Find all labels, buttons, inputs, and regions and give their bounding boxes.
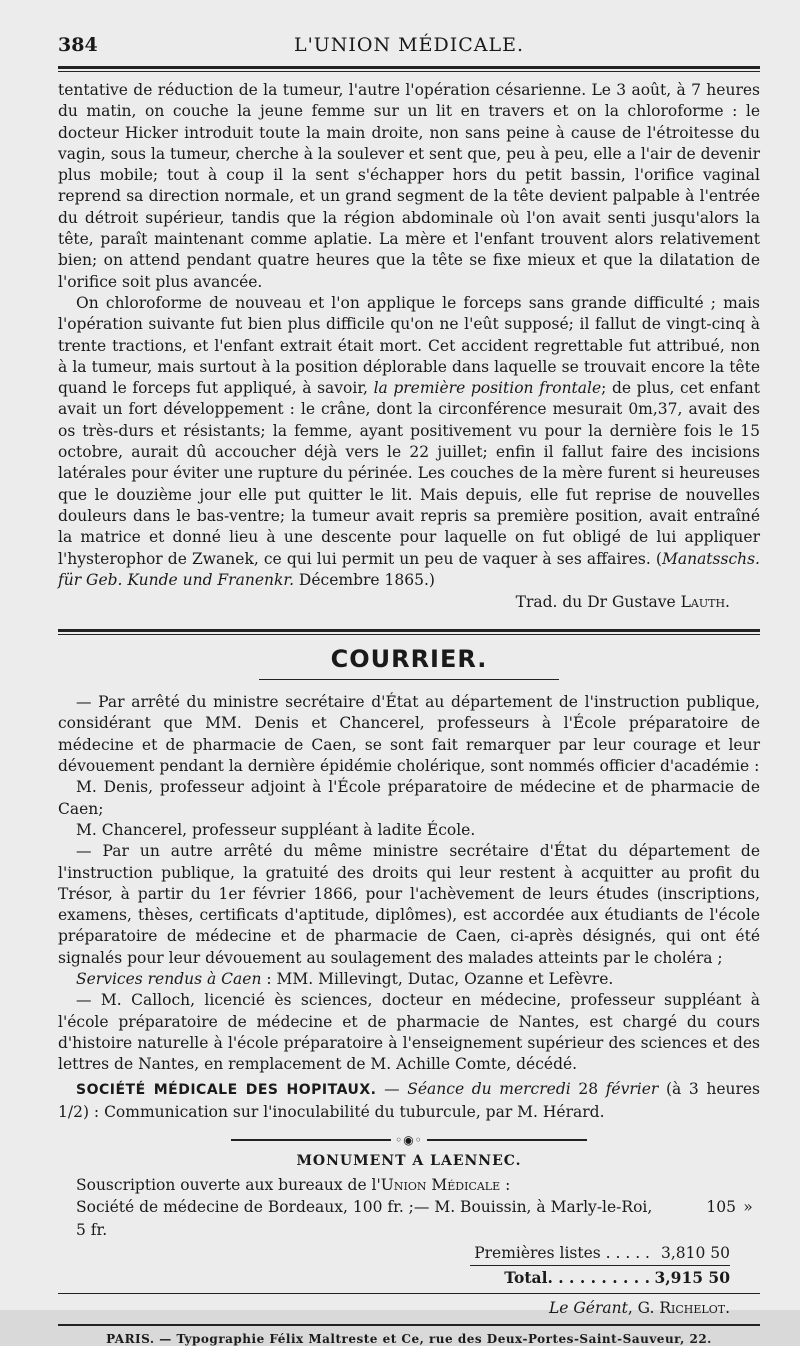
printer-imprint: PARIS. — Typographie Félix Maltreste et Ce, rue des Deux-Portes-Saint-Sauveur, 22. bbox=[106, 1332, 712, 1346]
subscription-intro bbox=[58, 1175, 760, 1196]
ornament-divider bbox=[58, 1133, 760, 1147]
courrier-item-1: — Par arrêté du ministre secrétaire d'État au département de l'instruction publique, considérant que MM. Denis et Chancerel, professeurs à l'École préparatoire de médecine et de pharmacie de Caen, se sont fait remarquer par leur courage et leur dévouement pendant la dernière épidémie cholérique, sont nommés officier d'académie : bbox=[58, 693, 760, 776]
page-header bbox=[58, 28, 760, 58]
donors-text: Société de médecine de Bordeaux, 100 fr. ;— M. Bouissin, à Marly-le-Roi, 5 fr. bbox=[76, 1198, 653, 1240]
subscription-paper: Union Médicale bbox=[380, 1176, 501, 1195]
monument-heading: MONUMENT A LAENNEC. bbox=[296, 1153, 522, 1170]
paragraph-2-text-a: On chloroforme de nouveau et l'on applique le forceps sans grande difficulté ; mais l'opération suivante fut bien plus difficile qu'on ne l'eût supposé; il fallut de vingt-cinq à trente tractions, et l'enfant extrait était mort. Cet accident regrettable fut attribué, non à la tumeur, mais surtout à la position déplorable dans laquelle se trouvait encore la tête quand le forceps fut appliqué, à savoir, bbox=[58, 293, 760, 398]
header-rule bbox=[58, 66, 760, 69]
gerant-rule bbox=[58, 1293, 760, 1294]
previous-label: Premières listes . . . . . bbox=[474, 1244, 650, 1263]
courrier-underline bbox=[259, 679, 559, 680]
printer-rule bbox=[58, 1324, 760, 1326]
ornament-line-left bbox=[231, 1139, 391, 1141]
translator-signature bbox=[58, 591, 760, 613]
services-names: : MM. Millevingt, Dutac, Ozanne et Lefèvre. bbox=[261, 969, 614, 988]
donors-row bbox=[58, 1196, 760, 1242]
societe-notice bbox=[58, 1079, 760, 1123]
courrier-item-2: — Par un autre arrêté du même ministre secrétaire d'État du département de l'instruction publique, la gratuité des droits qui leur restent à acquitter au profit du Trésor, à partir du 1er février 1866, pour l'achèvement de leurs études (inscriptions, examens, thèses, certificats d'aptitude, diplômes), est accordée aux étudiants de l'école préparatoire de médecine et de pharmacie de Caen, ci-après désignés, qui ont été signalés pour leur dévouement au soulagement des malades atteints par le choléra ; bbox=[58, 842, 760, 967]
gerant-name: , G. Richelot. bbox=[627, 1299, 730, 1318]
societe-italic: — Séance du mercredi bbox=[376, 1080, 571, 1099]
article-paragraph-2 bbox=[58, 293, 760, 591]
ornament-line-right bbox=[427, 1139, 587, 1141]
previous-amount: 3,810 50 bbox=[660, 1244, 730, 1263]
gerant-signature bbox=[58, 1296, 760, 1320]
societe-label: SOCIÉTÉ MÉDICALE DES HOPITAUX. bbox=[76, 1082, 377, 1099]
courrier-item-1-line-1: M. Denis, professeur adjoint à l'École préparatoire de médecine et de pharmacie de Caen; bbox=[58, 778, 760, 818]
translator-name: Lauth. bbox=[680, 593, 730, 612]
previous-row bbox=[58, 1242, 760, 1265]
header-rule-thin bbox=[58, 71, 760, 72]
gerant-label: Le Gérant bbox=[549, 1299, 628, 1318]
section-divider bbox=[58, 629, 760, 635]
courrier-body bbox=[58, 692, 760, 1123]
courrier-item-1-line-2: M. Chancerel, professeur suppléant à ladite École. bbox=[76, 820, 476, 839]
total-amount: 3,915 50 bbox=[654, 1268, 730, 1288]
paragraph-2-text-b: ; de plus, cet enfant avait un fort développement : le crâne, dont la circonférence mesurait 0m,37, avait des os très-durs et résistants; la femme, ayant positivement vu pour la dernière fois le 15 octobre, aurait dû accoucher déjà vers le 22 juillet; enfin il fallut faire des incisions latérales pour éviter une rupture du périnée. Les couches de la mère furent si heureuses que le douzième jour elle put quitter le lit. Mais depuis, elle fut reprise de nouvelles douleurs dans le bas-ventre; la tumeur avait repris sa première position, avait entraîné la matrice et donné lieu à une descente pour laquelle on fut obligé de lui appliquer l'hysterophor de Zwanek, ce qui lui permit un peu de vaquer à ses affaires. ( bbox=[58, 379, 761, 568]
monument-subscription bbox=[58, 1175, 760, 1289]
subscription-end: : bbox=[500, 1176, 511, 1195]
courrier-heading: COURRIER. bbox=[330, 645, 488, 674]
total-label: Total. . . . . . . . . . bbox=[504, 1268, 650, 1288]
translator-prefix: Trad. du Dr Gustave bbox=[515, 593, 681, 612]
services-label: Services rendus à Caen bbox=[76, 969, 262, 988]
article-paragraph-1: tentative de réduction de la tumeur, l'autre l'opération césarienne. Le 3 août, à 7 heures du matin, on couche la jeune femme sur un lit en travers et on la chloroforme : le docteur Hicker introduit toute la main droite, non sans peine à cause de l'étroitesse du vagin, sous la tumeur, cherche à la soulever et sent que, peu à peu, elle a l'air de devenir plus mobile; tout à coup il la sent s'échapper hors du petit bassin, l'orifice vaginal reprend sa direction normale, et un grand segment de la tête devient palpable à l'entrée du détroit supérieur, tandis que la région abdominale où l'on avait senti jusqu'alors la tête, paraît maintenant comme aplatie. La mère et l'enfant trouvent alors relativement bien; on attend pendant quatre heures que la tête se fixe mieux et que la dilatation de l'orifice soit plus avancée. bbox=[58, 81, 760, 291]
total-row bbox=[58, 1266, 760, 1289]
societe-time: (à 3 heures 1/2) : Communication sur l'inoculabilité du tuburcule, par M. Hérard. bbox=[58, 1080, 761, 1121]
subscription-intro-text: Souscription ouverte aux bureaux de l' bbox=[76, 1176, 381, 1195]
article-body bbox=[58, 80, 760, 613]
journal-title: L'UNION MÉDICALE. bbox=[293, 34, 525, 56]
ornament-icon: ◦◉◦ bbox=[395, 1133, 423, 1148]
societe-date: 28 bbox=[570, 1080, 606, 1099]
courrier-item-2-services bbox=[58, 969, 760, 990]
paragraph-2-source: Manatsschs. für Geb. Kunde und Franenkr. bbox=[58, 549, 760, 589]
courrier-item-3: — M. Calloch, licencié ès sciences, docteur en médecine, professeur suppléant à l'école préparatoire de médecine et de pharmacie de Nantes, est chargé du cours d'histoire naturelle à l'école préparatoire à l'enseignement supérieur des sciences et des lettres de Nantes, en remplacement de M. Achille Comte, décédé. bbox=[58, 991, 760, 1074]
paragraph-2-italic: la première position frontale bbox=[373, 379, 602, 398]
courrier-heading-wrap bbox=[58, 645, 760, 673]
paragraph-2-text-c: Décembre 1865.) bbox=[294, 570, 435, 589]
societe-month: février bbox=[605, 1080, 659, 1099]
page-number: 384 bbox=[58, 34, 98, 56]
donors-ditto: » bbox=[743, 1198, 753, 1217]
donors-amount: 105 bbox=[706, 1198, 736, 1217]
